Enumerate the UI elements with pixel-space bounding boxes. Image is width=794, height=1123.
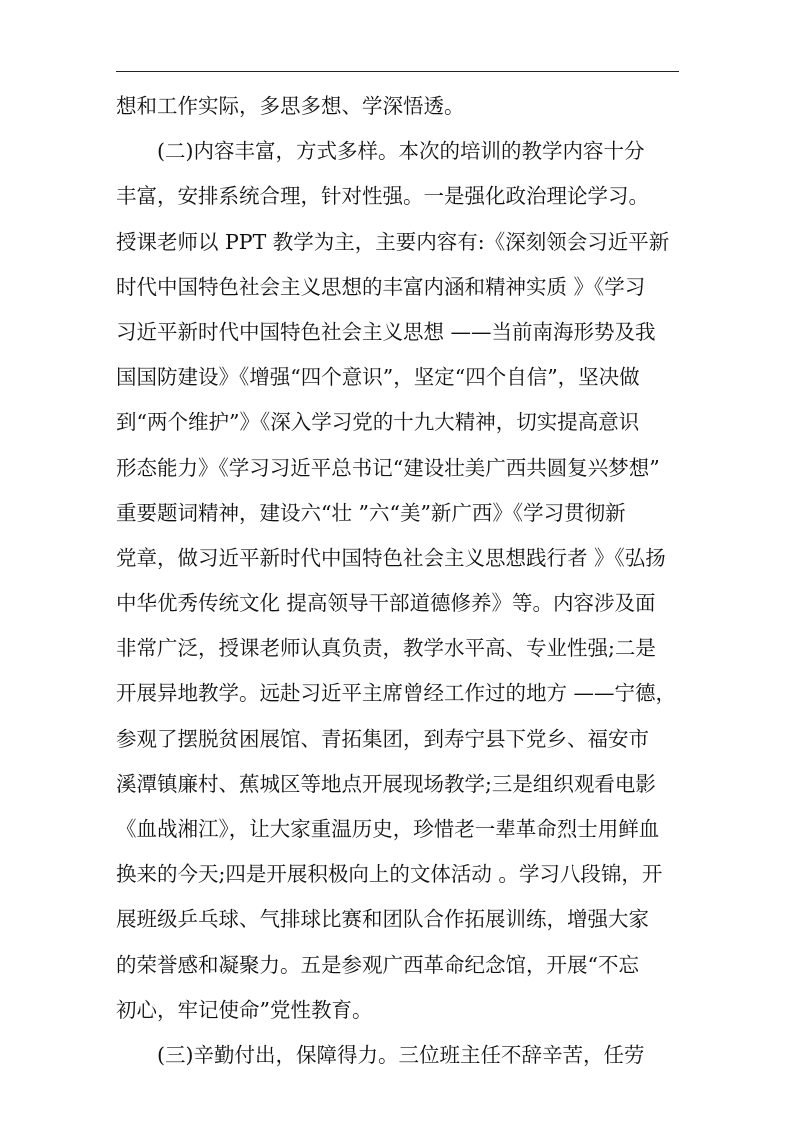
text-line: 丰富，安排系统合理，针对性强。一是强化政治理论学习。 — [116, 184, 649, 209]
text-line: 到“两个维护”》《深入学习党的十九大精神，切实提高意识 — [116, 410, 640, 435]
text-line: 《血战湘江》，让大家重温历史，珍惜老一辈革命烈士用鲜血 — [116, 817, 660, 841]
text-line: 习近平新时代中国特色社会主义思想 ——当前南海形势及我 — [116, 319, 656, 344]
text-line: 开展异地教学。远赴习近平主席曾经工作过的地方 ——宁德， — [116, 681, 677, 706]
text-line: 中华优秀传统文化 提高领导干部道德修养》等。内容涉及面 — [116, 591, 656, 616]
section-heading-line: (三)辛勤付出，保障得力。三位班主任不辞辛苦，任劳 — [157, 1042, 645, 1067]
text-line: 想和工作实际，多思多想、学深悟透。 — [116, 94, 465, 118]
text-line: 换来的今天;四是开展积极向上的文体活动 。学习八段锦，开 — [116, 862, 663, 887]
text-line: 形态能力》《学习习近平总书记“建设壮美广西共圆复兴梦想” — [116, 455, 660, 480]
text-line: 的荣誉感和凝聚力。五是参观广西革命纪念馆，开展“不忘 — [116, 952, 639, 977]
text-line: 初心，牢记使命”党性教育。 — [116, 997, 373, 1022]
text-line: 党章，做习近平新时代中国特色社会主义思想践行者 》《弘扬 — [116, 545, 666, 570]
text-line: 时代中国特色社会主义思想的丰富内涵和精神实质 》《学习 — [116, 274, 646, 299]
text-line: 参观了摆脱贫困展馆、青拓集团，到寿宁县下党乡、福安市 — [116, 726, 649, 751]
text-line: 展班级乒乓球、气排球比赛和团队合作拓展训练，增强大家 — [116, 907, 649, 932]
text-line: 授课老师以 PPT 教学为主，主要内容有:《深刻领会习近平新 — [116, 229, 670, 254]
header-rule — [116, 71, 679, 72]
text-line: 国国防建设》《增强“四个意识”，坚定“四个自信”，坚决做 — [116, 365, 640, 390]
text-line: 溪潭镇廉村、蕉城区等地点开展现场教学;三是组织观看电影 — [116, 771, 656, 796]
text-line: 重要题词精神，建设六“壮 ”六“美”新广西》《学习贯彻新 — [116, 500, 626, 525]
section-heading-line: (二)内容丰富，方式多样。本次的培训的教学内容十分 — [157, 139, 645, 164]
text-line: 非常广泛，授课老师认真负责，教学水平高、专业性强;二是 — [116, 636, 656, 661]
document-body — [116, 84, 686, 1078]
